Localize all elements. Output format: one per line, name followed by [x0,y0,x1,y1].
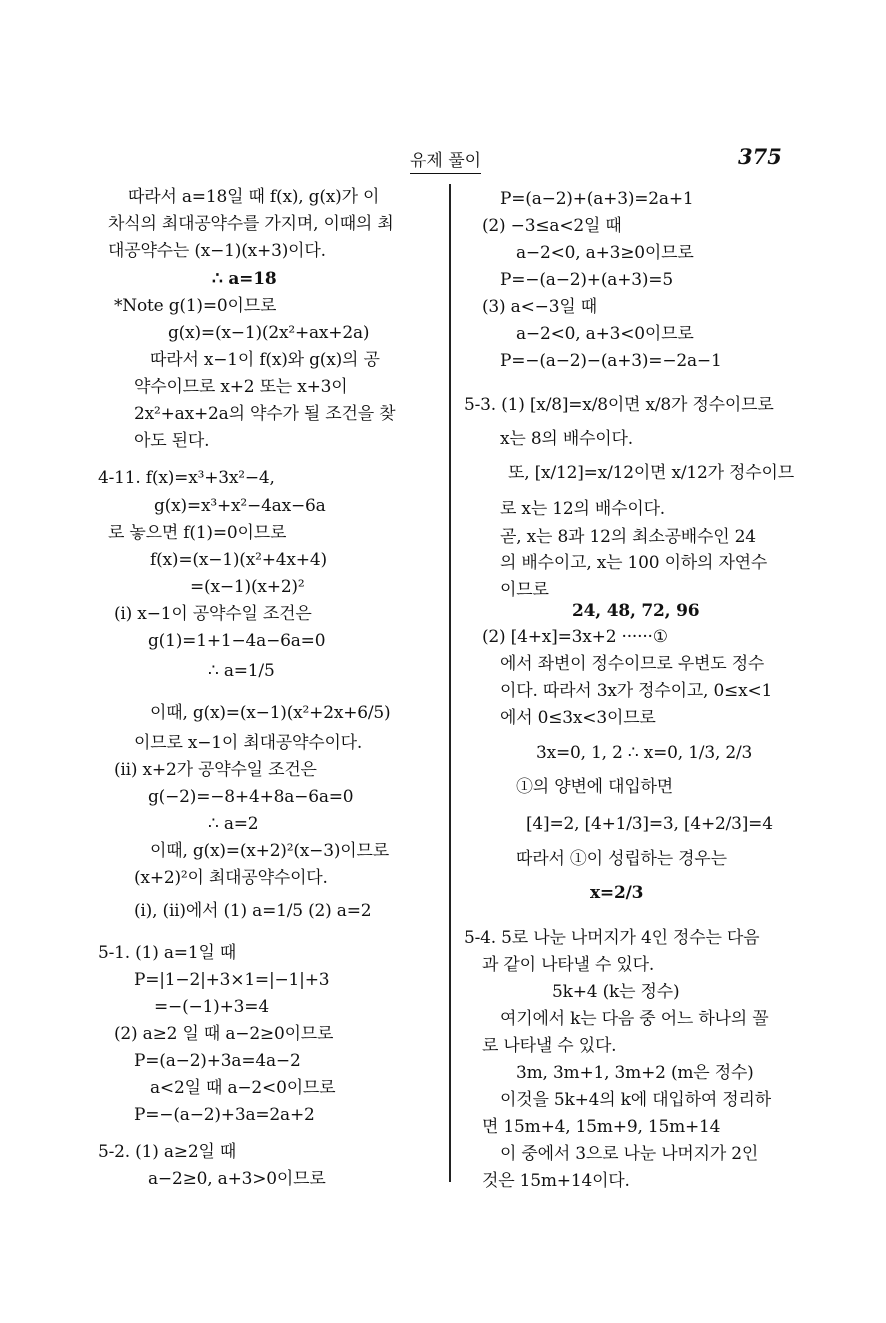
column-divider [449,184,451,1182]
text-line: g(x)=(x−1)(2x²+ax+2a) [168,323,370,343]
text-line: (i) x−1이 공약수일 조건은 [114,604,312,624]
text-line: a<2일 때 a−2<0이므로 [150,1078,336,1098]
text-line: 로 나타낼 수 있다. [482,1036,617,1056]
answer-line: 24, 48, 72, 96 [572,601,700,621]
problem-start: 5-4. 5로 나눈 나머지가 4인 정수는 다음 [464,928,760,948]
text-line: =−(−1)+3=4 [154,997,269,1017]
text-line: 이때, g(x)=(x−1)(x²+2x+6/5) [150,703,391,723]
text-line: ∴ a=18 [212,269,277,289]
problem-start: 5-3. (1) [x/8]=x/8이면 x/8가 정수이므로 [464,395,774,415]
page-number: 375 [738,144,782,169]
text-line: 로 x는 12의 배수이다. [500,499,665,519]
text-line: [4]=2, [4+1/3]=3, [4+2/3]=4 [526,814,773,834]
problem-start: 4-11. f(x)=x³+3x²−4, [98,468,275,488]
text-line: 3m, 3m+1, 3m+2 (m은 정수) [516,1063,754,1083]
text-line: (2) −3≤a<2일 때 [482,216,622,236]
text-line: 로 놓으면 f(1)=0이므로 [108,523,287,543]
text-line: 이다. 따라서 3x가 정수이고, 0≤x<1 [500,681,773,701]
answer-line: (i), (ii)에서 (1) a=1/5 (2) a=2 [134,901,372,921]
problem-start: 5-1. (1) a=1일 때 [98,943,237,963]
text-line: x는 8의 배수이다. [500,429,633,449]
text-line: g(1)=1+1−4a−6a=0 [148,631,326,651]
text-line: f(x)=(x−1)(x²+4x+4) [150,550,327,570]
text-line: (2) [4+x]=3x+2 ······① [482,627,668,647]
text-line: (x+2)²이 최대공약수이다. [134,868,328,888]
header-title: 유제 풀이 [410,146,481,174]
text-line: 5k+4 (k는 정수) [552,982,680,1002]
text-line: P=−(a−2)+(a+3)=5 [500,270,673,290]
text-line: 에서 0≤3x<3이므로 [500,708,656,728]
text-line: g(−2)=−8+4+8a−6a=0 [148,787,354,807]
text-line: 약수이므로 x+2 또는 x+3이 [134,377,348,397]
text-line: 이므로 [500,580,549,600]
text-line: 이것을 5k+4의 k에 대입하여 정리하 [500,1090,771,1110]
text-line: 이때, g(x)=(x+2)²(x−3)이므로 [150,841,389,861]
text-line: 것은 15m+14이다. [482,1171,630,1191]
text-line: (2) a≥2 일 때 a−2≥0이므로 [114,1024,334,1044]
text-line: 여기에서 k는 다음 중 어느 하나의 꼴 [500,1009,769,1029]
text-line: P=|1−2|+3×1=|−1|+3 [134,970,330,990]
text-line: 의 배수이고, x는 100 이하의 자연수 [500,553,768,573]
text-line: 또, [x/12]=x/12이면 x/12가 정수이므 [508,463,794,483]
text-line: 따라서 a=18일 때 f(x), g(x)가 이 [128,187,380,207]
text-line: (3) a<−3일 때 [482,297,597,317]
text-line: P=(a−2)+(a+3)=2a+1 [500,189,694,209]
text-line: P=−(a−2)+3a=2a+2 [134,1105,315,1125]
text-line: ①의 양변에 대입하면 [516,777,673,797]
text-line: 에서 좌변이 정수이므로 우변도 정수 [500,654,765,674]
text-line: g(x)=x³+x²−4ax−6a [154,496,326,516]
text-line: 차식의 최대공약수를 가지며, 이때의 최 [108,214,394,234]
text-line: =(x−1)(x+2)² [190,577,305,597]
answer-line: x=2/3 [590,883,644,903]
text-line: (ii) x+2가 공약수일 조건은 [114,760,317,780]
text-line: P=−(a−2)−(a+3)=−2a−1 [500,351,722,371]
text-line: 3x=0, 1, 2 ∴ x=0, 1/3, 2/3 [536,743,753,763]
problem-start: 5-2. (1) a≥2일 때 [98,1142,237,1162]
text-line: P=(a−2)+3a=4a−2 [134,1051,301,1071]
text-line: 아도 된다. [134,431,210,451]
text-line: 이므로 x−1이 최대공약수이다. [134,733,363,753]
text-line: 과 같이 나타낼 수 있다. [482,955,655,975]
text-line: 면 15m+4, 15m+9, 15m+14 [482,1117,721,1137]
text-line: 대공약수는 (x−1)(x+3)이다. [108,241,326,261]
text-line: ∴ a=1/5 [208,661,275,681]
text-line: a−2≥0, a+3>0이므로 [148,1169,326,1189]
text-line: 따라서 ①이 성립하는 경우는 [516,849,727,869]
text-line: 2x²+ax+2a의 약수가 될 조건을 찾 [134,404,396,424]
text-line: ∴ a=2 [208,814,259,834]
text-line: 이 중에서 3으로 나눈 나머지가 2인 [500,1144,759,1164]
text-line: a−2<0, a+3<0이므로 [516,324,694,344]
note-line: *Note g(1)=0이므로 [114,296,277,316]
text-line: 따라서 x−1이 f(x)와 g(x)의 공 [150,350,380,370]
text-line: a−2<0, a+3≥0이므로 [516,243,694,263]
text-line: 곧, x는 8과 12의 최소공배수인 24 [500,527,756,547]
